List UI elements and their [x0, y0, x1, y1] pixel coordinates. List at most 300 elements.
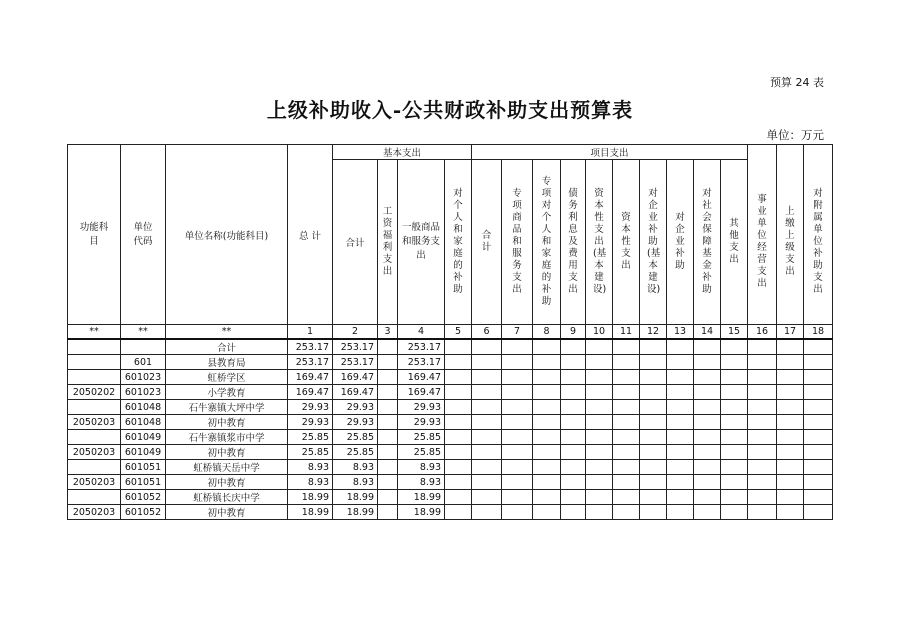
- empty-cell: [640, 505, 667, 520]
- empty-cell: [502, 339, 533, 355]
- empty-cell: [445, 505, 472, 520]
- empty-cell: [613, 505, 640, 520]
- empty-cell: [694, 490, 721, 505]
- cell-basic-salary: [378, 370, 398, 385]
- empty-cell: [777, 430, 804, 445]
- empty-cell: [533, 490, 561, 505]
- cell-unit-name: 县教育局: [166, 355, 288, 370]
- group-basic-header: 基本支出: [333, 145, 472, 160]
- cell-func-code: 2050203: [68, 505, 121, 520]
- empty-cell: [472, 430, 502, 445]
- empty-cell: [667, 355, 694, 370]
- empty-cell: [561, 400, 586, 415]
- table-row: [68, 460, 833, 475]
- basic-salary-header: 工资福利支出: [378, 160, 398, 325]
- cell-func-code: [68, 370, 121, 385]
- cell-basic-salary: [378, 460, 398, 475]
- cell-basic-salary: [378, 400, 398, 415]
- empty-cell: [472, 385, 502, 400]
- empty-cell: [777, 355, 804, 370]
- empty-cell: [613, 415, 640, 430]
- cell-total: 169.47: [288, 385, 333, 400]
- column-index-cell: 16: [748, 325, 777, 340]
- cell-unit-code: 601052: [121, 490, 166, 505]
- cell-basic-total: 29.93: [333, 400, 378, 415]
- cell-unit-name: 虹桥镇天岳中学: [166, 460, 288, 475]
- cell-unit-name: 虹桥学区: [166, 370, 288, 385]
- empty-cell: [694, 445, 721, 460]
- cell-basic-total: 8.93: [333, 475, 378, 490]
- empty-cell: [613, 430, 640, 445]
- cell-total: 253.17: [288, 355, 333, 370]
- empty-cell: [561, 385, 586, 400]
- empty-cell: [748, 415, 777, 430]
- empty-cell: [445, 385, 472, 400]
- empty-cell: [694, 355, 721, 370]
- empty-cell: [748, 370, 777, 385]
- empty-cell: [694, 415, 721, 430]
- empty-cell: [804, 505, 833, 520]
- column-index-cell: 17: [777, 325, 804, 340]
- empty-cell: [586, 490, 613, 505]
- project-enterprise-build-header: 对企业补助(基本建设): [640, 160, 667, 325]
- cell-total: 8.93: [288, 460, 333, 475]
- empty-cell: [804, 370, 833, 385]
- column-index-cell: 12: [640, 325, 667, 340]
- cell-total: 18.99: [288, 490, 333, 505]
- empty-cell: [533, 400, 561, 415]
- cell-unit-name: 初中教育: [166, 505, 288, 520]
- project-debt-header: 债务利息及费用支出: [561, 160, 586, 325]
- empty-cell: [561, 355, 586, 370]
- empty-cell: [721, 339, 748, 355]
- empty-cell: [694, 400, 721, 415]
- empty-cell: [472, 400, 502, 415]
- empty-cell: [694, 460, 721, 475]
- column-index-cell: 13: [667, 325, 694, 340]
- empty-cell: [586, 475, 613, 490]
- empty-cell: [445, 339, 472, 355]
- empty-cell: [748, 460, 777, 475]
- empty-cell: [472, 370, 502, 385]
- empty-cell: [640, 445, 667, 460]
- empty-cell: [533, 355, 561, 370]
- empty-cell: [777, 415, 804, 430]
- empty-cell: [445, 415, 472, 430]
- empty-cell: [472, 475, 502, 490]
- empty-cell: [748, 475, 777, 490]
- cell-unit-code: 601049: [121, 445, 166, 460]
- cell-total: 253.17: [288, 339, 333, 355]
- cell-func-code: 2050202: [68, 385, 121, 400]
- table-row: [68, 355, 833, 370]
- project-personal-header: 专项对个人和家庭的补助: [533, 160, 561, 325]
- table-row: [68, 370, 833, 385]
- column-index-cell: 18: [804, 325, 833, 340]
- empty-cell: [613, 445, 640, 460]
- column-index-cell: 3: [378, 325, 398, 340]
- cell-basic-goods: 29.93: [398, 415, 445, 430]
- empty-cell: [445, 475, 472, 490]
- empty-cell: [748, 430, 777, 445]
- cell-basic-goods: 8.93: [398, 460, 445, 475]
- cell-unit-name: 小学教育: [166, 385, 288, 400]
- cell-unit-name: 石牛寨镇大坪中学: [166, 400, 288, 415]
- cell-basic-total: 25.85: [333, 445, 378, 460]
- empty-cell: [445, 460, 472, 475]
- cell-basic-goods: 253.17: [398, 339, 445, 355]
- empty-cell: [586, 339, 613, 355]
- empty-cell: [472, 460, 502, 475]
- cell-basic-goods: 25.85: [398, 445, 445, 460]
- empty-cell: [640, 475, 667, 490]
- cell-basic-goods: 8.93: [398, 475, 445, 490]
- cell-unit-name: 虹桥镇长庆中学: [166, 490, 288, 505]
- empty-cell: [472, 415, 502, 430]
- empty-cell: [721, 475, 748, 490]
- empty-cell: [502, 490, 533, 505]
- project-enterprise-header: 对企业补助: [667, 160, 694, 325]
- empty-cell: [667, 339, 694, 355]
- empty-cell: [694, 370, 721, 385]
- empty-cell: [667, 400, 694, 415]
- table-row: [68, 385, 833, 400]
- cell-basic-total: 29.93: [333, 415, 378, 430]
- cell-unit-code: 601048: [121, 415, 166, 430]
- empty-cell: [445, 370, 472, 385]
- empty-cell: [533, 415, 561, 430]
- empty-cell: [445, 490, 472, 505]
- cell-basic-total: 18.99: [333, 490, 378, 505]
- empty-cell: [445, 430, 472, 445]
- empty-cell: [721, 415, 748, 430]
- empty-cell: [445, 400, 472, 415]
- empty-cell: [561, 415, 586, 430]
- empty-cell: [777, 385, 804, 400]
- cell-basic-goods: 169.47: [398, 385, 445, 400]
- empty-cell: [748, 339, 777, 355]
- column-index-cell: 11: [613, 325, 640, 340]
- empty-cell: [533, 445, 561, 460]
- col-unit-code-header: 单位代码: [121, 145, 166, 325]
- empty-cell: [667, 475, 694, 490]
- cell-unit-name: 初中教育: [166, 475, 288, 490]
- empty-cell: [640, 370, 667, 385]
- extra-upper-header: 上缴上级支出: [777, 160, 804, 325]
- cell-basic-salary: [378, 475, 398, 490]
- column-index-cell: 7: [502, 325, 533, 340]
- empty-cell: [721, 385, 748, 400]
- empty-cell: [533, 475, 561, 490]
- empty-cell: [694, 475, 721, 490]
- empty-cell: [586, 430, 613, 445]
- extra-operating-header: 事业单位经营支出: [748, 160, 777, 325]
- empty-cell: [586, 445, 613, 460]
- empty-cell: [721, 460, 748, 475]
- empty-cell: [533, 505, 561, 520]
- empty-cell: [640, 460, 667, 475]
- cell-basic-salary: [378, 490, 398, 505]
- form-number: 预算 24 表: [770, 76, 824, 89]
- cell-basic-total: 169.47: [333, 385, 378, 400]
- empty-cell: [804, 445, 833, 460]
- column-index-cell: 2: [333, 325, 378, 340]
- empty-cell: [561, 490, 586, 505]
- empty-cell: [804, 400, 833, 415]
- cell-basic-salary: [378, 339, 398, 355]
- empty-cell: [721, 430, 748, 445]
- cell-func-code: 2050203: [68, 445, 121, 460]
- column-index-cell: 15: [721, 325, 748, 340]
- empty-cell: [586, 505, 613, 520]
- empty-cell: [804, 460, 833, 475]
- col-total-header: 总 计: [288, 145, 333, 325]
- empty-cell: [667, 430, 694, 445]
- empty-cell: [613, 400, 640, 415]
- empty-cell: [533, 385, 561, 400]
- column-index-row: [68, 325, 833, 340]
- empty-cell: [667, 490, 694, 505]
- cell-unit-name: 初中教育: [166, 445, 288, 460]
- empty-cell: [667, 385, 694, 400]
- project-capital-build-header: 资本性支出(基本建设): [586, 160, 613, 325]
- cell-basic-salary: [378, 430, 398, 445]
- table-row: [68, 400, 833, 415]
- empty-cell: [694, 385, 721, 400]
- empty-cell: [640, 355, 667, 370]
- cell-basic-total: 25.85: [333, 430, 378, 445]
- empty-cell: [694, 505, 721, 520]
- cell-unit-code: 601051: [121, 475, 166, 490]
- cell-basic-goods: 18.99: [398, 490, 445, 505]
- project-other-header: 其他支出: [721, 160, 748, 325]
- empty-cell: [721, 400, 748, 415]
- column-index-cell: 14: [694, 325, 721, 340]
- cell-func-code: 2050203: [68, 475, 121, 490]
- column-index-cell: 6: [472, 325, 502, 340]
- cell-basic-salary: [378, 355, 398, 370]
- cell-basic-salary: [378, 415, 398, 430]
- cell-unit-code: 601051: [121, 460, 166, 475]
- empty-cell: [586, 355, 613, 370]
- empty-cell: [777, 460, 804, 475]
- unit-label: 单位：万元: [766, 128, 824, 142]
- empty-cell: [561, 460, 586, 475]
- cell-unit-code: [121, 339, 166, 355]
- cell-func-code: 2050203: [68, 415, 121, 430]
- empty-cell: [777, 400, 804, 415]
- cell-total: 29.93: [288, 415, 333, 430]
- empty-cell: [613, 370, 640, 385]
- column-index-cell: 10: [586, 325, 613, 340]
- empty-cell: [472, 490, 502, 505]
- empty-cell: [561, 370, 586, 385]
- empty-cell: [777, 490, 804, 505]
- empty-cell: [502, 355, 533, 370]
- cell-total: 8.93: [288, 475, 333, 490]
- empty-cell: [472, 355, 502, 370]
- cell-func-code: [68, 460, 121, 475]
- empty-cell: [640, 385, 667, 400]
- cell-unit-name: 合计: [166, 339, 288, 355]
- cell-total: 29.93: [288, 400, 333, 415]
- empty-cell: [804, 339, 833, 355]
- empty-cell: [445, 355, 472, 370]
- column-index-cell: **: [121, 325, 166, 340]
- cell-unit-code: 601049: [121, 430, 166, 445]
- empty-cell: [613, 475, 640, 490]
- basic-total-header: 合计: [333, 160, 378, 325]
- empty-cell: [502, 370, 533, 385]
- column-index-cell: **: [166, 325, 288, 340]
- empty-cell: [586, 385, 613, 400]
- cell-func-code: [68, 400, 121, 415]
- empty-cell: [804, 490, 833, 505]
- empty-cell: [721, 445, 748, 460]
- empty-cell: [640, 400, 667, 415]
- empty-cell: [613, 339, 640, 355]
- cell-basic-goods: 18.99: [398, 505, 445, 520]
- empty-cell: [667, 445, 694, 460]
- empty-cell: [777, 339, 804, 355]
- empty-cell: [533, 430, 561, 445]
- cell-total: 25.85: [288, 445, 333, 460]
- cell-unit-code: 601048: [121, 400, 166, 415]
- column-index-cell: 5: [445, 325, 472, 340]
- project-social-fund-header: 对社会保障基金补助: [694, 160, 721, 325]
- empty-cell: [640, 339, 667, 355]
- table-row: [68, 430, 833, 445]
- column-index-cell: **: [68, 325, 121, 340]
- budget-table: [67, 144, 833, 520]
- cell-func-code: [68, 355, 121, 370]
- extra-top-spacer: [804, 145, 833, 160]
- empty-cell: [502, 505, 533, 520]
- empty-cell: [721, 505, 748, 520]
- empty-cell: [748, 505, 777, 520]
- col-unit-name-header: 单位名称(功能科目): [166, 145, 288, 325]
- empty-cell: [502, 385, 533, 400]
- empty-cell: [533, 339, 561, 355]
- cell-unit-code: 601023: [121, 370, 166, 385]
- cell-func-code: [68, 490, 121, 505]
- empty-cell: [804, 385, 833, 400]
- basic-personal-header: 对个人和家庭的补助: [445, 160, 472, 325]
- cell-func-code: [68, 339, 121, 355]
- column-index-cell: 1: [288, 325, 333, 340]
- empty-cell: [533, 460, 561, 475]
- empty-cell: [640, 415, 667, 430]
- table-row: [68, 505, 833, 520]
- cell-basic-goods: 169.47: [398, 370, 445, 385]
- empty-cell: [586, 460, 613, 475]
- cell-basic-salary: [378, 505, 398, 520]
- empty-cell: [561, 339, 586, 355]
- empty-cell: [640, 490, 667, 505]
- empty-cell: [667, 415, 694, 430]
- empty-cell: [472, 445, 502, 460]
- project-goods-header: 专项商品和服务支出: [502, 160, 533, 325]
- page-title: 上级补助收入-公共财政补助支出预算表: [266, 98, 634, 122]
- project-total-header: 合计: [472, 160, 502, 325]
- empty-cell: [586, 370, 613, 385]
- empty-cell: [804, 430, 833, 445]
- basic-goods-header: 一般商品和服务支出: [398, 160, 445, 325]
- empty-cell: [502, 460, 533, 475]
- empty-cell: [721, 370, 748, 385]
- empty-cell: [748, 400, 777, 415]
- cell-basic-total: 253.17: [333, 339, 378, 355]
- empty-cell: [586, 400, 613, 415]
- empty-cell: [804, 355, 833, 370]
- empty-cell: [445, 445, 472, 460]
- cell-basic-total: 18.99: [333, 505, 378, 520]
- empty-cell: [561, 445, 586, 460]
- empty-cell: [561, 430, 586, 445]
- empty-cell: [502, 475, 533, 490]
- empty-cell: [748, 445, 777, 460]
- table-row: [68, 475, 833, 490]
- empty-cell: [777, 445, 804, 460]
- empty-cell: [640, 430, 667, 445]
- cell-unit-code: 601: [121, 355, 166, 370]
- cell-func-code: [68, 430, 121, 445]
- cell-basic-salary: [378, 445, 398, 460]
- empty-cell: [472, 505, 502, 520]
- empty-cell: [721, 490, 748, 505]
- cell-total: 169.47: [288, 370, 333, 385]
- group-project-header: 项目支出: [472, 145, 748, 160]
- extra-top-spacer: [748, 145, 777, 160]
- cell-basic-total: 8.93: [333, 460, 378, 475]
- cell-unit-code: 601052: [121, 505, 166, 520]
- empty-cell: [613, 460, 640, 475]
- empty-cell: [694, 430, 721, 445]
- table-row: [68, 445, 833, 460]
- column-index-cell: 4: [398, 325, 445, 340]
- empty-cell: [502, 400, 533, 415]
- column-index-cell: 8: [533, 325, 561, 340]
- empty-cell: [502, 445, 533, 460]
- extra-top-spacer: [777, 145, 804, 160]
- empty-cell: [613, 490, 640, 505]
- empty-cell: [561, 475, 586, 490]
- empty-cell: [667, 460, 694, 475]
- col-func-header: 功能科目: [68, 145, 121, 325]
- cell-basic-total: 253.17: [333, 355, 378, 370]
- empty-cell: [667, 505, 694, 520]
- cell-basic-goods: 25.85: [398, 430, 445, 445]
- empty-cell: [472, 339, 502, 355]
- table-row: [68, 415, 833, 430]
- empty-cell: [777, 475, 804, 490]
- empty-cell: [748, 385, 777, 400]
- cell-unit-name: 初中教育: [166, 415, 288, 430]
- empty-cell: [721, 355, 748, 370]
- empty-cell: [502, 430, 533, 445]
- empty-cell: [777, 505, 804, 520]
- cell-unit-code: 601023: [121, 385, 166, 400]
- column-index-cell: 9: [561, 325, 586, 340]
- empty-cell: [748, 490, 777, 505]
- cell-total: 25.85: [288, 430, 333, 445]
- table-row: [68, 490, 833, 505]
- cell-total: 18.99: [288, 505, 333, 520]
- empty-cell: [613, 355, 640, 370]
- cell-unit-name: 石牛寨镇浆市中学: [166, 430, 288, 445]
- empty-cell: [804, 415, 833, 430]
- cell-basic-goods: 253.17: [398, 355, 445, 370]
